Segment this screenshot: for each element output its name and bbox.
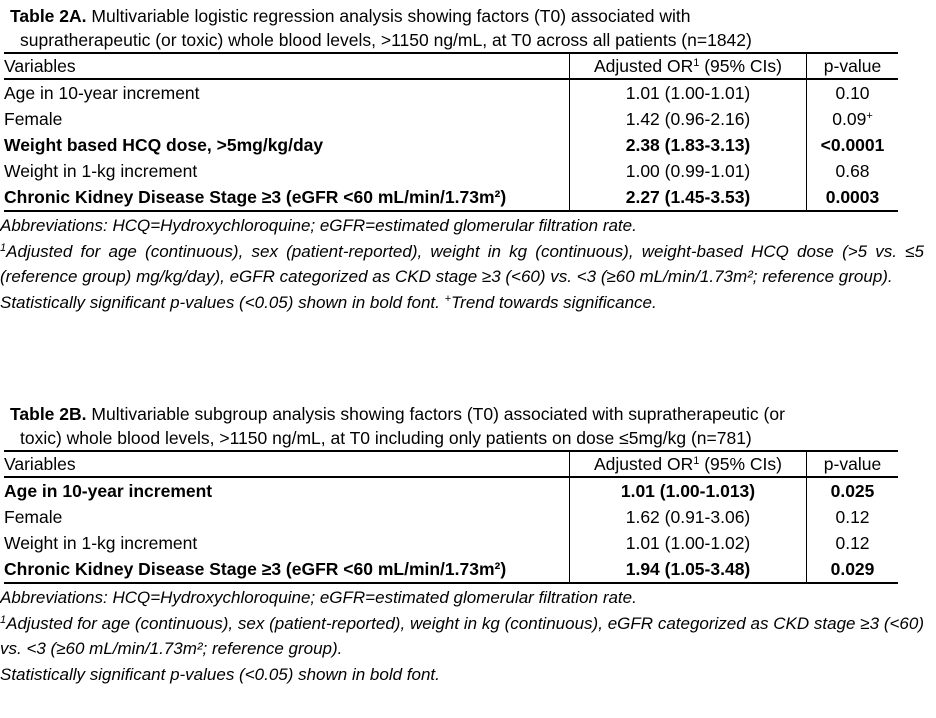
table-row (4, 79, 898, 106)
cell-or: 1.94 (1.05-3.48) (570, 556, 807, 583)
table-2b-caption (0, 402, 936, 450)
cell-variable: Age in 10-year increment (4, 83, 200, 103)
table-row (4, 106, 898, 132)
cell-or: 1.00 (0.99-1.01) (570, 158, 807, 184)
header-variables: Variables (4, 451, 570, 477)
trend-marker: + (866, 110, 873, 122)
abbreviations-note: Abbreviations: HCQ=Hydroxychloroquine; eGFR=estimated glomerular filtration rate. (0, 588, 637, 607)
table-2b-notes (0, 585, 936, 687)
table-2a-notes (0, 213, 936, 315)
table-2b-caption-line2: toxic) whole blood levels, >1150 ng/mL, at T0 including only patients on dose ≤5mg/kg (n=781) (20, 428, 752, 448)
header-adjusted-or: Adjusted $OR^1$ (95% CIs) (570, 451, 807, 477)
abbreviations-note: Abbreviations: HCQ=Hydroxychloroquine; eGFR=estimated glomerular filtration rate. (0, 216, 637, 235)
cell-pvalue: 0.68 (835, 161, 870, 181)
table-2a (4, 52, 898, 212)
cell-variable: Female (4, 507, 63, 527)
cell-pvalue: 0.12 (835, 533, 870, 553)
table-row (4, 158, 898, 184)
header-adjusted-or: Adjusted $OR^1$ (95% CIs) (570, 53, 807, 79)
adjusted-note: $^1$Adjusted for age (continuous), sex (patient-reported), weight in kg (continuous), eGFR categorized as CKD stage ≥3 (<60) vs. <3 (≥60 mL/min/1.73m²; reference group). (0, 613, 924, 658)
table-2b-caption-line1: Multivariable subgroup analysis showing factors (T0) associated with supratherapeutic (or (91, 404, 785, 424)
table-2b (4, 450, 898, 584)
header-variables: Variables (4, 53, 570, 79)
table-row (4, 184, 898, 211)
cell-or: 1.01 (1.00-1.01) (570, 79, 807, 106)
table-2b-label: Table 2B. (10, 404, 87, 424)
cell-variable: Chronic Kidney Disease Stage ≥3 (eGFR <60 mL/min/1.73m²) (4, 184, 570, 211)
significance-note: Statistically significant p-values (<0.05) shown in bold font. (0, 664, 440, 684)
adjusted-note: $^1$Adjusted for age (continuous), sex (patient-reported), weight in kg (continuous), weight-based HCQ dose (>5 vs. ≤5 (reference group) mg/kg/day), eGFR categorized as CKD stage ≥3 (<60) vs. <3 (≥60 mL/min/1.73m²; reference group). (0, 241, 924, 286)
table-2b-section (0, 402, 936, 687)
table-2a-caption-line1: Multivariable logistic regression analysis showing factors (T0) associated with (91, 6, 691, 26)
cell-pvalue: <0.0001 (820, 135, 885, 155)
table-row (4, 556, 898, 583)
table-row (4, 530, 898, 556)
cell-or: 1.62 (0.91-3.06) (570, 504, 807, 530)
cell-or: 2.27 (1.45-3.53) (570, 184, 807, 211)
table-row (4, 477, 898, 504)
table-row (4, 132, 898, 158)
cell-or: 1.42 (0.96-2.16) (570, 106, 807, 132)
cell-or: 1.01 (1.00-1.02) (570, 530, 807, 556)
cell-variable: Female (4, 109, 63, 129)
table-2a-header-row (4, 53, 898, 79)
cell-variable: Weight in 1-kg increment (4, 161, 198, 181)
cell-pvalue: 0.0003 (807, 184, 899, 211)
cell-variable: Age in 10-year increment (4, 481, 213, 501)
cell-pvalue: 0.09+ (832, 109, 873, 129)
cell-pvalue: 0.10 (835, 83, 870, 103)
table-2b-header-row (4, 451, 898, 477)
cell-pvalue: 0.029 (807, 556, 899, 583)
table-row (4, 504, 898, 530)
cell-variable: Weight in 1-kg increment (4, 533, 198, 553)
table-2a-section (0, 4, 936, 315)
cell-variable: Chronic Kidney Disease Stage ≥3 (eGFR <60 mL/min/1.73m²) (4, 556, 570, 583)
table-2a-label: Table 2A. (10, 6, 87, 26)
header-pvalue: p-value (807, 451, 899, 477)
cell-variable: Weight based HCQ dose, >5mg/kg/day (4, 135, 324, 155)
cell-pvalue: 0.025 (830, 481, 875, 501)
significance-note: Statistically significant p-values (<0.05) shown in bold font. +Trend towards significance. (0, 292, 657, 312)
cell-pvalue: 0.12 (835, 507, 870, 527)
table-2a-caption (0, 4, 936, 52)
table-2a-caption-line2: supratherapeutic (or toxic) whole blood levels, >1150 ng/mL, at T0 across all patients (n=1842) (20, 30, 752, 50)
cell-or: 1.01 (1.00-1.013) (570, 477, 807, 504)
header-pvalue: p-value (807, 53, 899, 79)
cell-or: 2.38 (1.83-3.13) (570, 132, 807, 158)
